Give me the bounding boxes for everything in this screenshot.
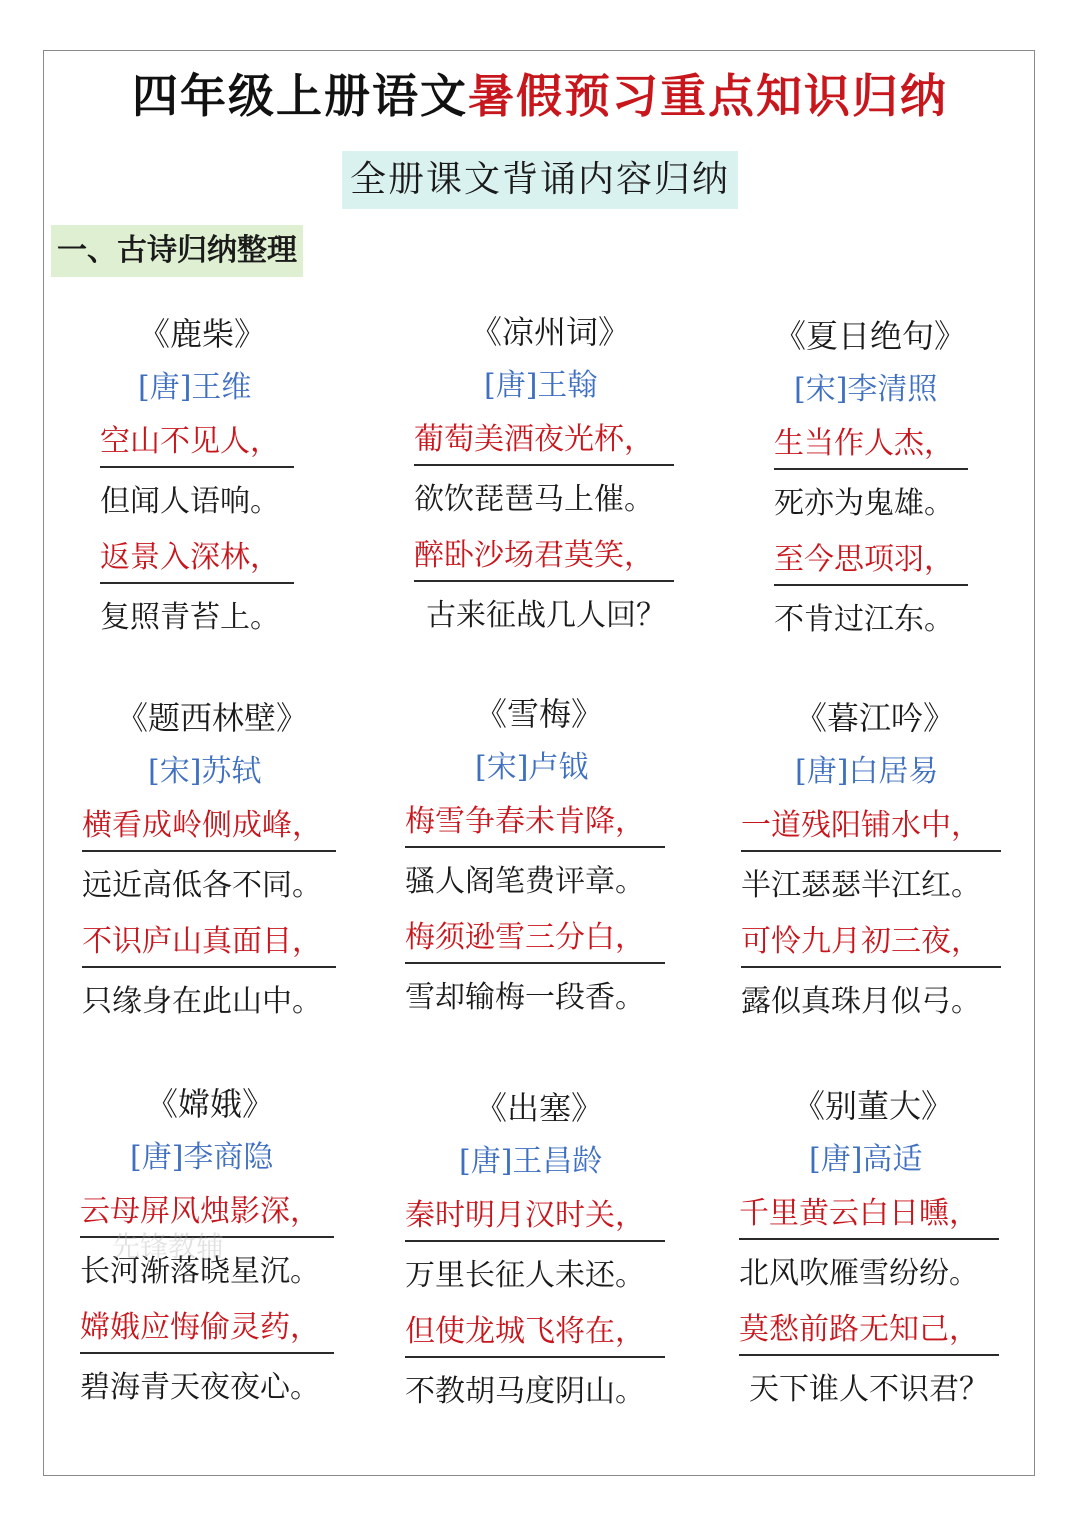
poem-card: [414, 312, 714, 638]
poem-author: [唐]王昌龄: [459, 1144, 603, 1179]
poem-card: [82, 698, 382, 1024]
poem-line: 只缘身在此山中。: [82, 984, 322, 1019]
poem-title: 《嫦娥》: [146, 1085, 275, 1123]
poem-line: 葡萄美酒夜光杯，: [414, 418, 674, 466]
page-title: [0, 66, 1080, 126]
poem-author: [宋]李清照: [794, 372, 938, 407]
poem-line: 长河渐落晓星沉。: [80, 1254, 320, 1289]
poem-card: [405, 694, 705, 1020]
poem-title: 《暮江吟》: [795, 699, 956, 737]
poem-card: [405, 1088, 705, 1414]
poem-line: 一道残阳铺水中，: [741, 804, 1001, 852]
poem-line: 嫦娥应悔偷灵药，: [80, 1306, 334, 1354]
poem-title: 《鹿柴》: [138, 315, 267, 353]
poem-line: 可怜九月初三夜，: [741, 920, 1001, 968]
poem-author: [唐]高适: [809, 1142, 923, 1177]
title-part-black: 四年级上册语文: [132, 69, 468, 123]
poem-card: [741, 698, 1041, 1024]
poem-line: 远近高低各不同。: [82, 868, 322, 903]
poem-title: 《出塞》: [475, 1089, 604, 1127]
poem-line: 碧海青天夜夜心。: [80, 1370, 320, 1405]
poem-title: 《题西林壁》: [116, 699, 309, 737]
poem-author: [唐]王翰: [484, 368, 598, 403]
poem-card: [739, 1086, 1039, 1412]
poem-card: [774, 316, 1074, 642]
poem-line: 云母屏风烛影深，: [80, 1190, 334, 1238]
poem-line: 万里长征人未还。: [405, 1258, 645, 1293]
poem-line: 天下谁人不识君？: [749, 1372, 989, 1407]
poem-line: 生当作人杰，: [774, 422, 968, 470]
poem-line: 半江瑟瑟半江红。: [741, 868, 981, 903]
poem-line: 秦时明月汉时关，: [405, 1194, 665, 1242]
poem-line: 不教胡马度阴山。: [405, 1374, 645, 1409]
poem-line: 露似真珠月似弓。: [741, 984, 981, 1019]
poem-line: 北风吹雁雪纷纷。: [739, 1256, 979, 1291]
poem-line: 雪却输梅一段香。: [405, 980, 645, 1015]
subtitle-wrap: [0, 151, 1080, 209]
poem-line: 莫愁前路无知己，: [739, 1308, 999, 1356]
poem-line: 返景入深林，: [100, 536, 294, 584]
poem-card: [100, 314, 400, 640]
poem-line: 欲饮琵琶马上催。: [414, 482, 654, 517]
title-part-red: 暑假预习重点知识归纳: [468, 69, 948, 123]
poem-line: 空山不见人，: [100, 420, 294, 468]
poem-card: [80, 1084, 380, 1410]
poem-line: 但使龙城飞将在，: [405, 1310, 665, 1358]
poem-author: [唐]白居易: [795, 754, 939, 789]
section-heading: 一、古诗归纳整理: [51, 225, 303, 277]
poem-line: 骚人阁笔费评章。: [405, 864, 645, 899]
poem-author: [宋]苏轼: [148, 754, 262, 789]
subtitle: 全册课文背诵内容归纳: [342, 151, 738, 209]
poem-line: 横看成岭侧成峰，: [82, 804, 336, 852]
poem-line: 梅须逊雪三分白，: [405, 916, 665, 964]
watermark: 先锋教辅: [112, 1230, 225, 1263]
poem-line: 死亦为鬼雄。: [774, 486, 954, 521]
poem-line: 复照青苔上。: [100, 600, 280, 635]
poem-line: 古来征战几人回？: [426, 598, 666, 633]
poem-line: 梅雪争春未肯降，: [405, 800, 665, 848]
poem-line: 至今思项羽，: [774, 538, 968, 586]
poem-author: [宋]卢钺: [475, 750, 589, 785]
poem-author: [唐]王维: [138, 370, 252, 405]
poem-title: 《夏日绝句》: [774, 317, 967, 355]
poem-title: 《凉州词》: [470, 313, 631, 351]
poem-line: 不肯过江东。: [774, 602, 954, 637]
poem-author: [唐]李商隐: [130, 1140, 274, 1175]
poem-title: 《雪梅》: [475, 695, 604, 733]
poem-line: 但闻人语响。: [100, 484, 280, 519]
poem-line: 醉卧沙场君莫笑，: [414, 534, 674, 582]
poem-line: 千里黄云白日曛，: [739, 1192, 999, 1240]
poem-line: 不识庐山真面目，: [82, 920, 336, 968]
poem-title: 《别董大》: [793, 1087, 954, 1125]
